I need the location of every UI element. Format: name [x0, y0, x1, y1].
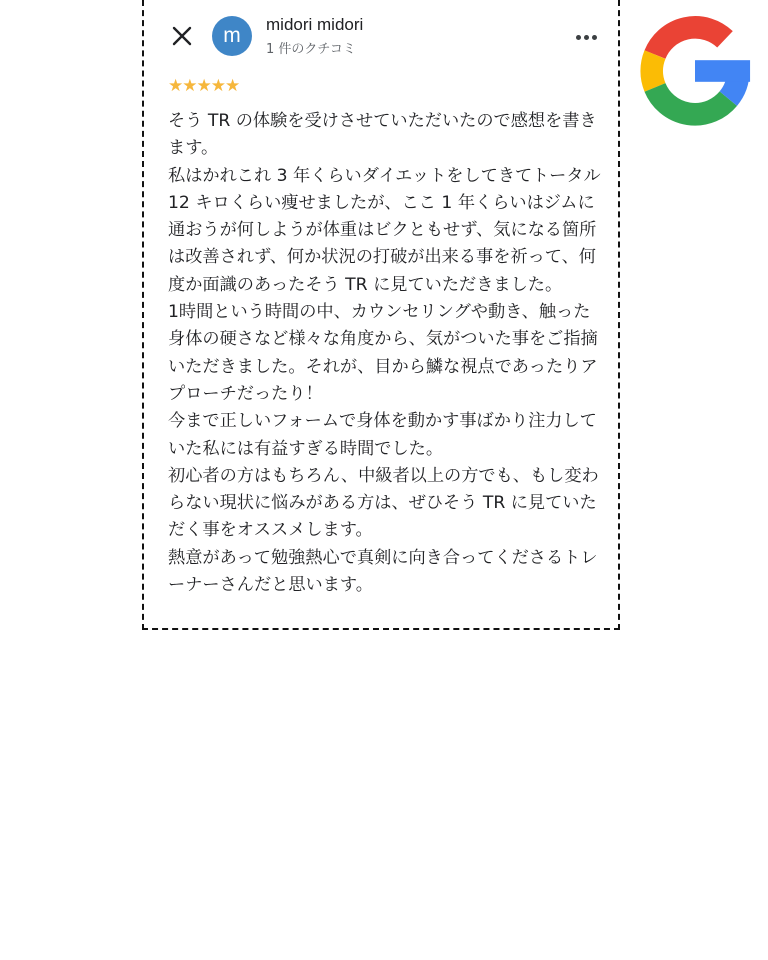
reviewer-name[interactable]: midori midori	[266, 15, 364, 34]
avatar-initial: m	[223, 24, 241, 47]
review-paragraph: 1時間という時間の中、カウンセリングや動き、触った身体の硬さなど様々な角度から、気がついた事をご指摘いただきました。それが、目から鱗な視点であったりアプローチだったり！	[168, 302, 598, 404]
review-text	[168, 108, 604, 599]
review-count: 1 件のクチコミ	[266, 42, 356, 57]
review-paragraph: 今まで正しいフォームで身体を動かす事ばかり注力していた私には有益すぎる時間でした。	[168, 411, 597, 459]
more-vert-icon	[576, 35, 581, 40]
review-paragraph: 熱意があって勉強熱心で真剣に向き合ってくださるトレーナーさんだと思います。	[168, 547, 598, 596]
review-card	[142, 0, 620, 630]
review-paragraph: 初心者の方はもちろん、中級者以上の方でも、もし変わらない現状に悩みがある方は、ぜひそう TR に見ていただく事をオススメします。	[168, 465, 599, 541]
close-button[interactable]	[168, 22, 196, 50]
review-paragraph: そう TR の体験を受けさせていただいたので感想を書きます。	[168, 111, 597, 159]
review-paragraph: 私はかれこれ 3 年くらいダイエットをしてきてトータル 12 キロくらい痩せましたが、ここ 1 年くらいはジムに通おうが何しようが体重はビクともせず、気になる箇所は改善されず、何か状況の打破が出来る事を祈って、何度か面識のあったそう TR に見ていただきました。	[168, 165, 601, 295]
more-options-button[interactable]	[574, 30, 598, 44]
star-rating: ★★★★★	[168, 76, 240, 96]
avatar[interactable]	[212, 16, 252, 56]
google-logo	[636, 12, 754, 130]
close-icon	[172, 26, 192, 46]
